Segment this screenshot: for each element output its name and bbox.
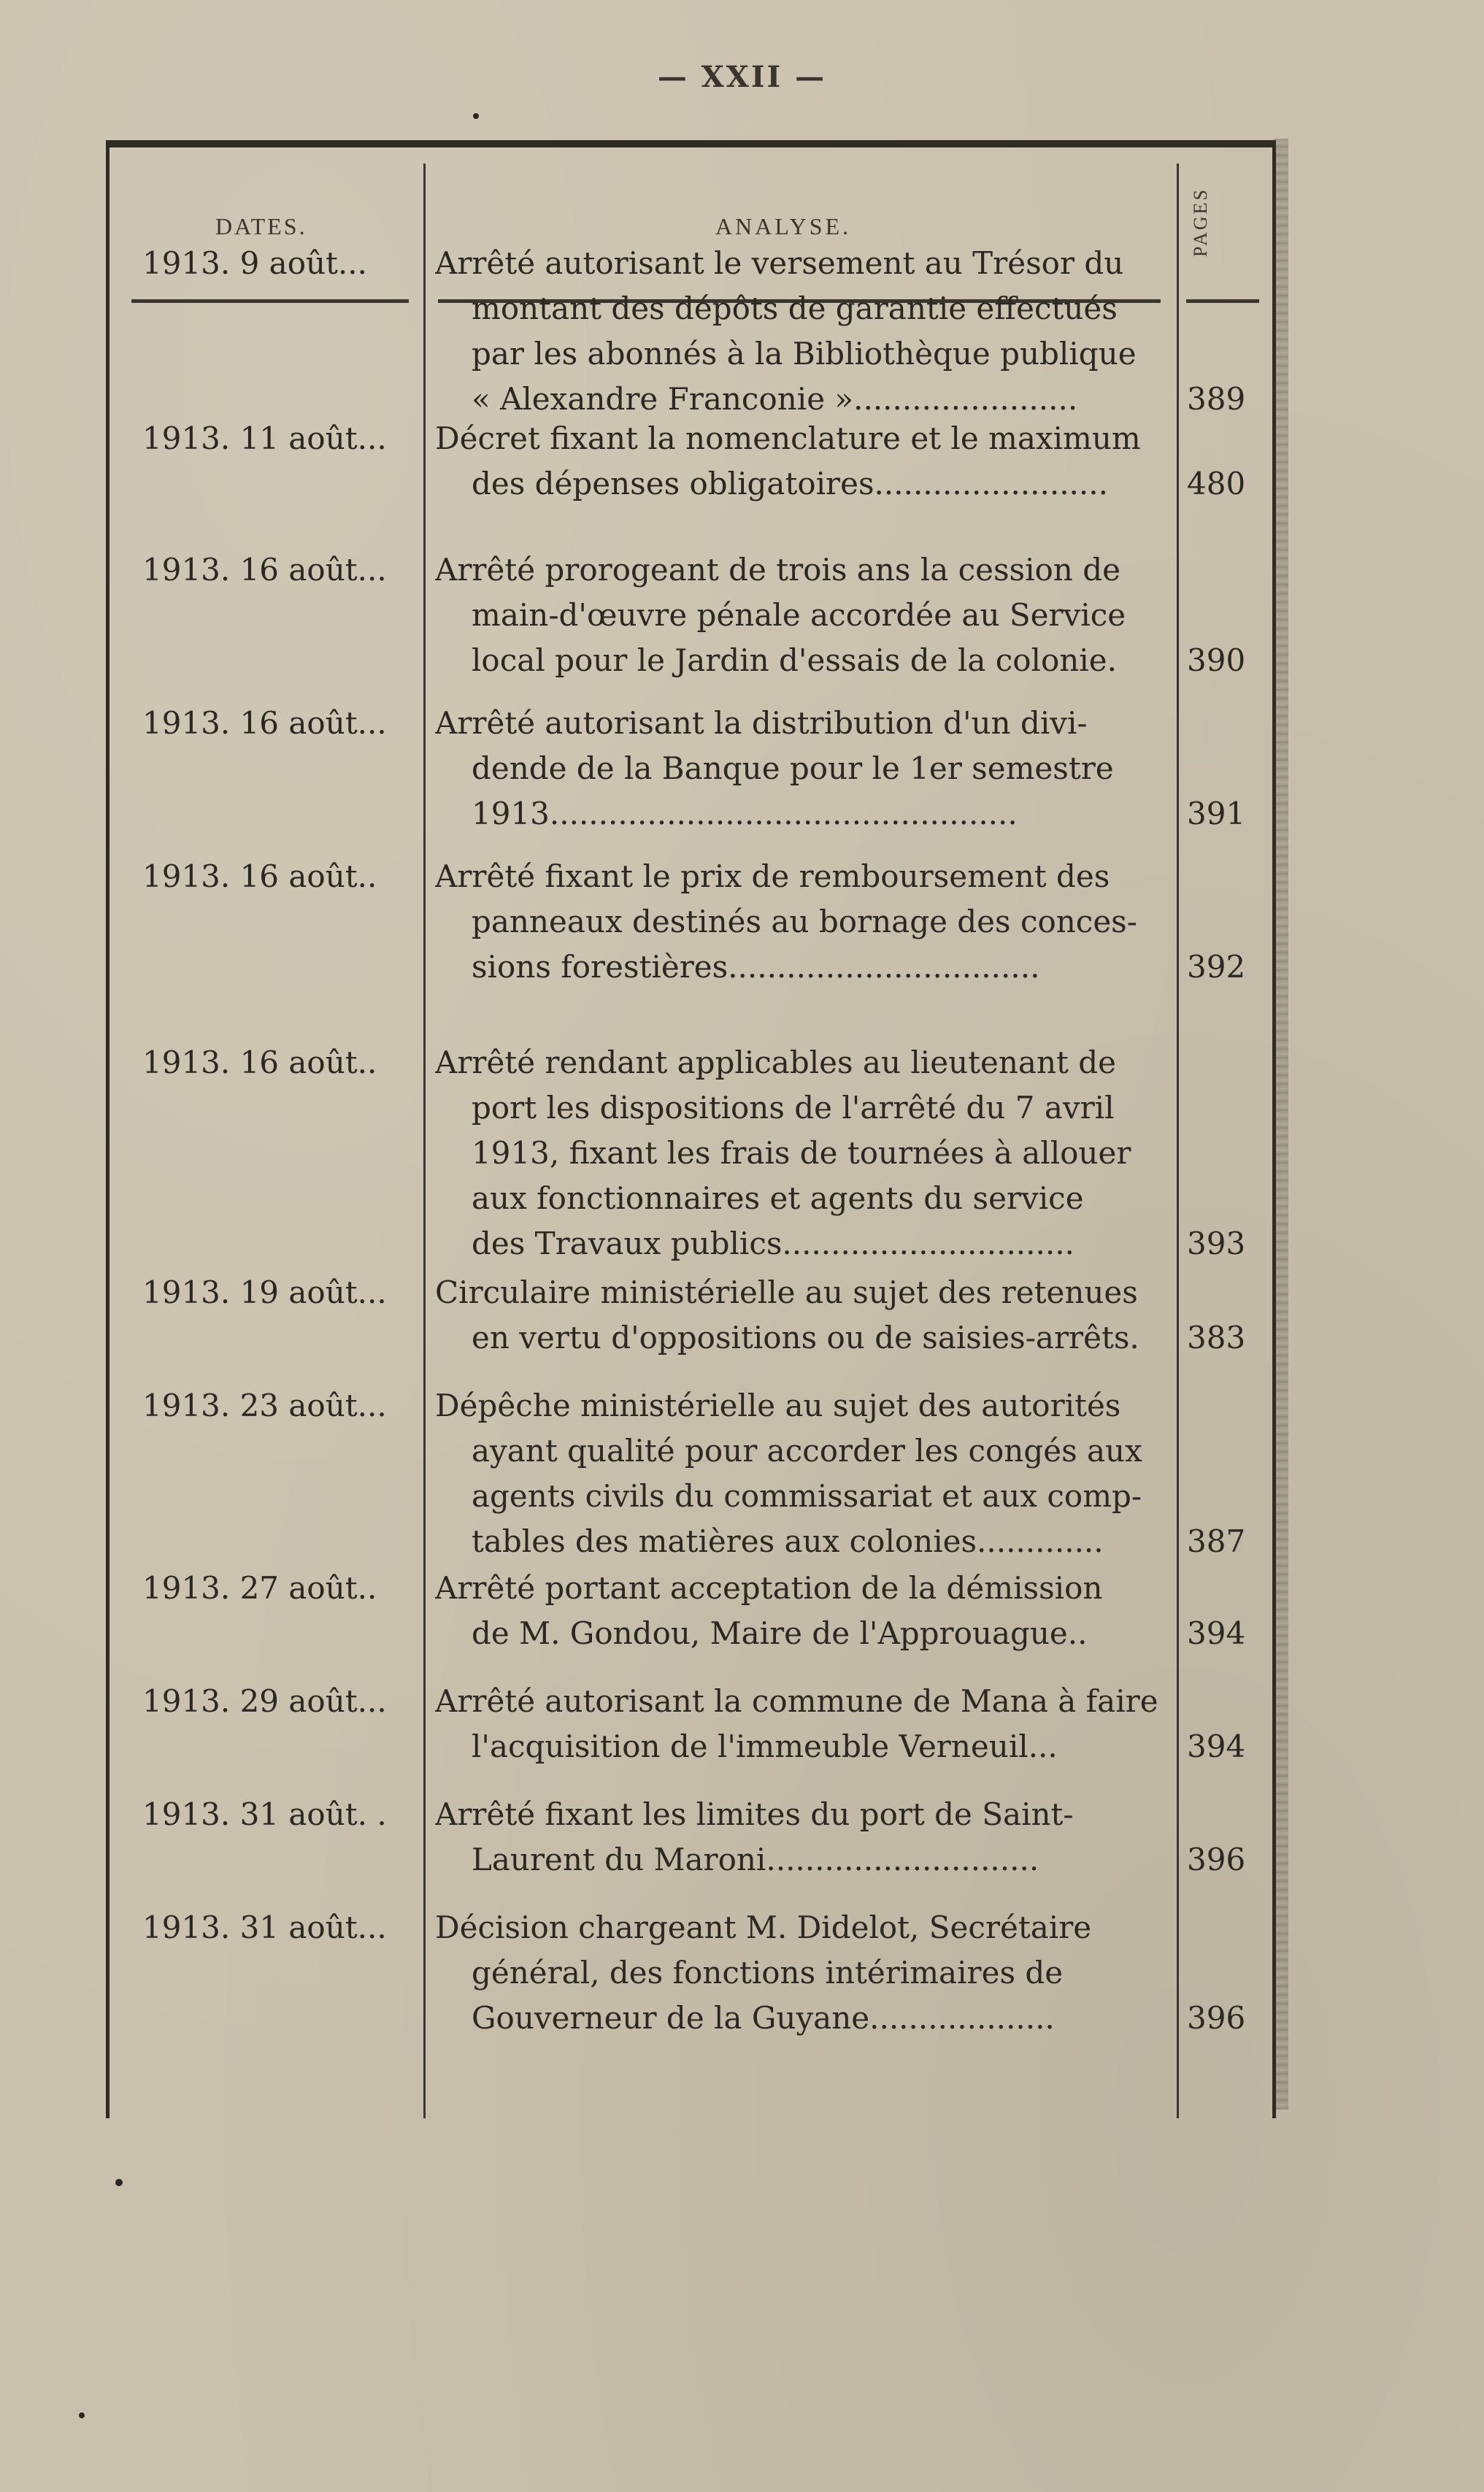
entry-date: 1913. 31 août... [142,1910,387,1945]
entry-page-number: 389 [1187,381,1246,417]
entry-date: 1913. 31 août. . [142,1796,387,1832]
analysis-line: Arrêté prorogeant de trois ans la cession de [435,552,1120,588]
ink-speck [79,2412,85,2418]
entry-analysis [435,1679,1172,1769]
analysis-line: ayant qualité pour accorder les congés aux [472,1433,1142,1469]
ink-speck [473,113,479,119]
entry-analysis [435,701,1172,837]
entry-date: 1913. 16 août... [142,705,387,741]
entry-page-number: 394 [1187,1615,1246,1651]
entry-analysis [435,547,1172,683]
entry-analysis [435,1566,1172,1656]
header-pages: PAGES [1190,188,1211,257]
analysis-line: Dépêche ministérielle au sujet des autorités [435,1388,1121,1423]
entry-date: 1913. 23 août... [142,1388,387,1423]
analysis-line: aux fonctionnaires et agents du service [472,1180,1084,1216]
entry-date: 1913. 16 août.. [142,858,377,894]
analysis-line: tables des matières aux colonies............. [472,1523,1104,1559]
analysis-line: agents civils du commissariat et aux comp- [472,1478,1142,1514]
entry-analysis [435,1270,1172,1361]
ink-speck [115,2179,123,2186]
analysis-line: port les dispositions de l'arrêté du 7 avril [472,1090,1115,1126]
entry-page-number: 390 [1187,642,1246,678]
analysis-line: Arrêté rendant applicables au lieutenant de [435,1045,1116,1080]
entry-page-number: 396 [1187,2000,1246,2036]
analysis-line: Arrêté autorisant le versement au Trésor du [435,245,1124,281]
entry-date: 1913. 16 août... [142,552,387,588]
analysis-line: panneaux destinés au bornage des conces- [472,904,1137,939]
analysis-line: par les abonnés à la Bibliothèque publique [472,336,1137,372]
analysis-line: des Travaux publics.............................. [472,1226,1074,1261]
index-table [106,140,1276,2118]
entry-analysis [435,854,1172,990]
entry-analysis [435,1792,1172,1883]
analysis-line: Gouverneur de la Guyane................... [472,2000,1055,2036]
analysis-line: Arrêté fixant les limites du port de Saint- [435,1796,1074,1832]
entry-date: 1913. 29 août... [142,1683,387,1719]
header-dates: DATES. [215,213,307,239]
entry-date: 1913. 27 août.. [142,1570,377,1606]
header-rule-dates [131,299,409,303]
analysis-line: dende de la Banque pour le 1er semestre [472,750,1114,786]
entry-date: 1913. 19 août... [142,1274,387,1310]
analysis-line: l'acquisition de l'immeuble Verneuil... [472,1728,1058,1764]
analysis-line: main-d'œuvre pénale accordée au Service [472,597,1126,633]
analysis-line: Laurent du Maroni............................ [472,1842,1039,1877]
entry-page-number: 393 [1187,1226,1246,1261]
analysis-line: 1913, fixant les frais de tournées à allouer [472,1135,1131,1171]
entry-page-number: 392 [1187,949,1246,985]
analysis-line: général, des fonctions intérimaires de [472,1955,1064,1991]
entry-page-number: 387 [1187,1523,1246,1559]
entry-analysis [435,416,1172,507]
entry-date: 1913. 16 août.. [142,1045,377,1080]
entry-page-number: 396 [1187,1842,1246,1877]
analysis-line: 1913................................................ [472,796,1018,831]
entry-date: 1913. 11 août... [142,420,387,456]
page-edge [1274,139,1288,2110]
entry-analysis [435,241,1172,422]
analysis-line: des dépenses obligatoires........................ [472,466,1108,501]
analysis-line: sions forestières................................ [472,949,1040,985]
entry-analysis [435,1040,1172,1266]
analysis-line: local pour le Jardin d'essais de la colonie. [472,642,1117,678]
analysis-line: Arrêté autorisant la commune de Mana à faire [435,1683,1158,1719]
analysis-line: de M. Gondou, Maire de l'Approuague.. [472,1615,1088,1651]
page-number: — XXII — [657,60,827,94]
entry-date: 1913. 9 août... [142,245,367,281]
analysis-line: Arrêté autorisant la distribution d'un divi- [435,705,1088,741]
analysis-line: en vertu d'oppositions ou de saisies-arrêts. [472,1320,1139,1355]
analysis-line: « Alexandre Franconie »....................... [472,381,1078,417]
entry-page-number: 480 [1187,466,1246,501]
analysis-line: Arrêté fixant le prix de remboursement des [435,858,1110,894]
entry-analysis [435,1905,1172,2041]
analysis-line: montant des dépôts de garantie effectués [472,291,1118,326]
entry-page-number: 391 [1187,796,1246,831]
analysis-line: Circulaire ministérielle au sujet des retenues [435,1274,1138,1310]
header-analyse: ANALYSE. [715,213,852,239]
analysis-line: Arrêté portant acceptation de la démission [435,1570,1103,1606]
entry-page-number: 394 [1187,1728,1246,1764]
entry-page-number: 383 [1187,1320,1246,1355]
analysis-line: Décision chargeant M. Didelot, Secrétaire [435,1910,1092,1945]
analysis-line: Décret fixant la nomenclature et le maximum [435,420,1141,456]
entry-analysis [435,1383,1172,1564]
column-divider-pages [1177,164,1179,2118]
header-rule-pages [1186,299,1259,303]
